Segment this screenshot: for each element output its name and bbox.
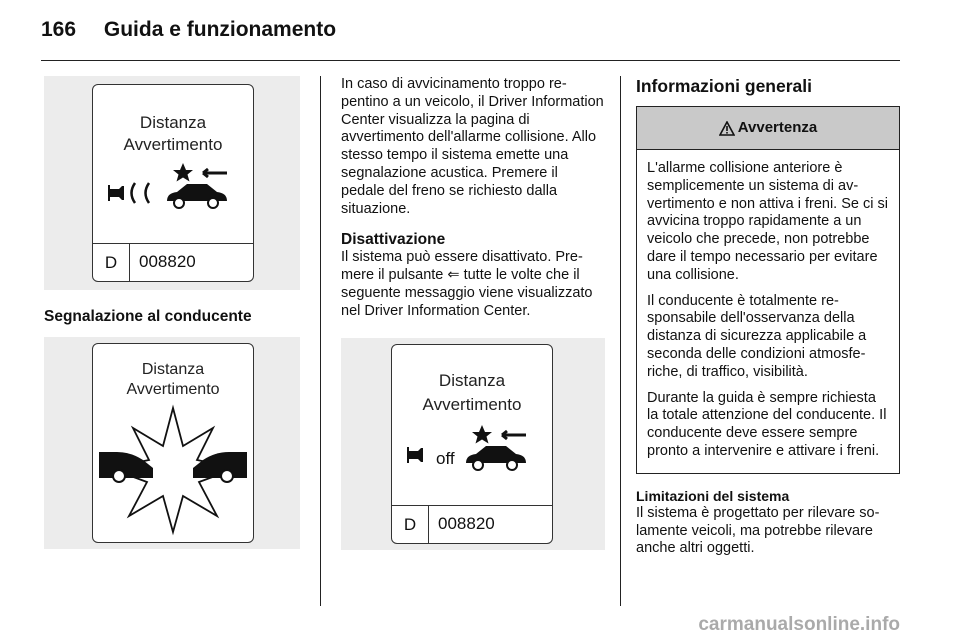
heading-general-info: Informazioni generali xyxy=(636,76,812,96)
code-number: 008820 xyxy=(139,252,196,271)
page-title: Guida e funzionamento xyxy=(103,18,337,41)
screen3-title-line1: Distanza xyxy=(438,371,506,390)
screen2-title-line2: Avvertimento xyxy=(126,381,220,398)
screen-title-line1: Distanza xyxy=(139,113,207,132)
warning-paragraph-1: L'allarme collisione anteriore è semplicemente un sistema di avvertimento e non attiva i freni. Se ci si avvicina troppo rapidamente a un veicolo che precede, non potrebbe dare il tempo necessario per evitare una collisione. xyxy=(647,160,888,283)
column-divider-1 xyxy=(320,76,321,606)
screen3-code-letter: D xyxy=(392,506,429,543)
subheading-system-limits: Limitazioni del sistema xyxy=(636,487,790,504)
header-rule xyxy=(41,60,900,61)
middle-column xyxy=(341,76,605,330)
warning-body xyxy=(637,150,899,473)
warning-box xyxy=(636,106,900,474)
warning-triangle-icon xyxy=(719,121,735,136)
page-header xyxy=(41,18,336,42)
subheading-deactivation: Disattivazione xyxy=(341,231,446,249)
screen2-title-line1: Distanza xyxy=(141,361,205,378)
warning-header xyxy=(637,107,899,150)
system-limits-paragraph: Il sistema è progettato per rilevare solamente veicoli, ma potrebbe rilevare anche altri oggetti. xyxy=(636,504,880,557)
figure-distance-warning xyxy=(44,76,300,290)
screen3-title-line2: Avvertimento xyxy=(422,395,522,414)
deactivation-text-b: tutte le volte che il seguente messaggio viene visualizzato nel Driver Information Center. xyxy=(341,267,593,319)
collision-burst-icon xyxy=(97,404,249,536)
screen-code-bar xyxy=(93,243,253,281)
screen3-code-number: 008820 xyxy=(438,514,495,533)
forward-collision-button-icon: ⇐ xyxy=(447,267,460,284)
screen3-code-bar xyxy=(392,505,552,543)
warning-title: Avvertenza xyxy=(737,119,818,137)
figure-system-off xyxy=(341,338,605,550)
deactivation-paragraph xyxy=(341,249,605,320)
right-column xyxy=(636,76,900,567)
page-number: 166 xyxy=(41,18,77,41)
left-column xyxy=(44,307,314,326)
warning-paragraph-2: Il conducente è totalmente responsabile dell'osservanza della distanza di sicurezza applicabile a seconda delle condizioni atmosferiche, di traffico, visibilità. xyxy=(647,292,867,380)
figure-collision-alert xyxy=(44,337,300,549)
warning-paragraph-3: Durante la guida è sempre richiesta la totale attenzione del conducente. Il conducente deve essere sempre pronto a intervenire e attivare i freni. xyxy=(647,389,887,459)
dic-screen xyxy=(92,84,254,282)
deactivation-text-a: Il sistema può essere disattivato. Premere il pulsante xyxy=(341,249,583,284)
collision-alert-icon xyxy=(105,161,241,215)
collision-alert-paragraph: In caso di avvicinamento troppo repentino a un veicolo, il Driver Information Center visualizza la pagina di avvertimento dell'allarme collisione. Allo stesso tempo il sistema emette una segnalazione acustica. Premere il pedale del freno se richiesto dalla situazione. xyxy=(341,76,604,217)
off-label: off xyxy=(436,449,455,468)
collision-alert-off-icon xyxy=(404,423,540,477)
watermark: carmanualsonline.info xyxy=(698,614,900,635)
dic-screen-off xyxy=(391,344,553,544)
column-divider-2 xyxy=(620,76,621,606)
section-heading-driver-alert: Segnalazione al conducente xyxy=(44,308,252,325)
dic-screen-alert xyxy=(92,343,254,543)
code-letter: D xyxy=(93,244,130,281)
screen-title-line2: Avvertimento xyxy=(123,135,223,154)
